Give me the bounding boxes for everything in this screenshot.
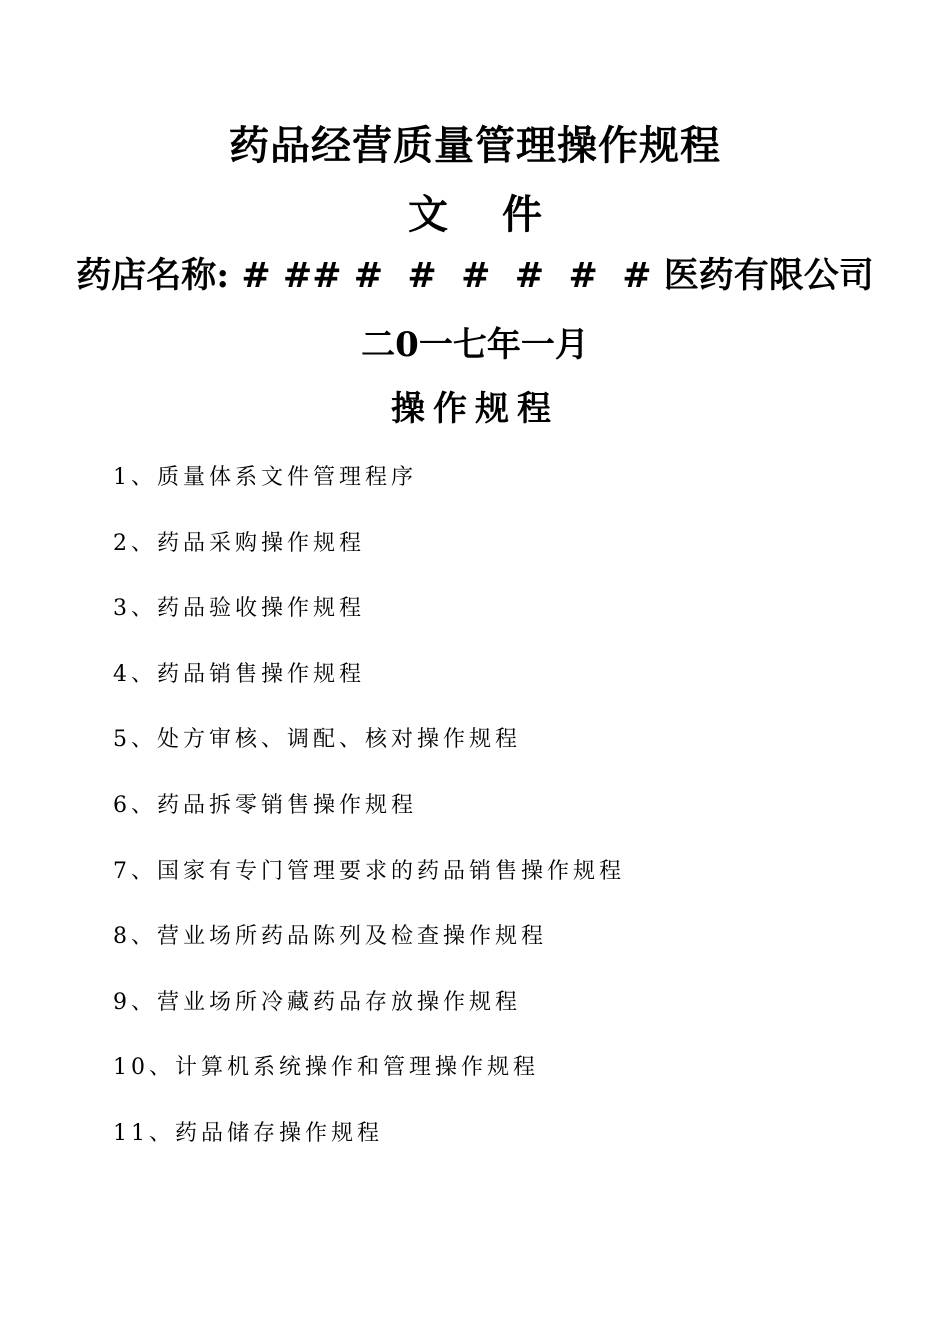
document-title: 药品经营质量管理操作规程 xyxy=(229,122,721,169)
section-title: 操作规程 xyxy=(391,389,559,429)
list-item: 10、计算机系统操作和管理操作规程 xyxy=(113,1055,539,1081)
document-date: 二0一七年一月 xyxy=(361,325,589,365)
document-label-left: 文 xyxy=(408,191,448,238)
document-label-right: 件 xyxy=(502,191,542,238)
list-item: 5、处方审核、调配、核对操作规程 xyxy=(113,727,521,753)
list-item: 6、药品拆零销售操作规程 xyxy=(113,792,417,818)
list-item: 1、质量体系文件管理程序 xyxy=(113,465,417,490)
list-item: 8、营业场所药品陈列及检查操作规程 xyxy=(113,924,547,950)
list-item: 9、营业场所冷藏药品存放操作规程 xyxy=(113,989,521,1015)
store-name-line: 药店名称: # ## # # # # # # 医药有限公司 xyxy=(76,255,874,296)
list-item: 2、药品采购操作规程 xyxy=(113,530,365,556)
procedure-list xyxy=(113,462,625,1184)
document-label xyxy=(0,191,950,238)
list-item: 11、药品储存操作规程 xyxy=(113,1120,383,1146)
list-item: 4、药品销售操作规程 xyxy=(113,661,365,687)
list-item: 7、国家有专门管理要求的药品销售操作规程 xyxy=(113,858,625,884)
list-item: 3、药品验收操作规程 xyxy=(113,596,365,622)
